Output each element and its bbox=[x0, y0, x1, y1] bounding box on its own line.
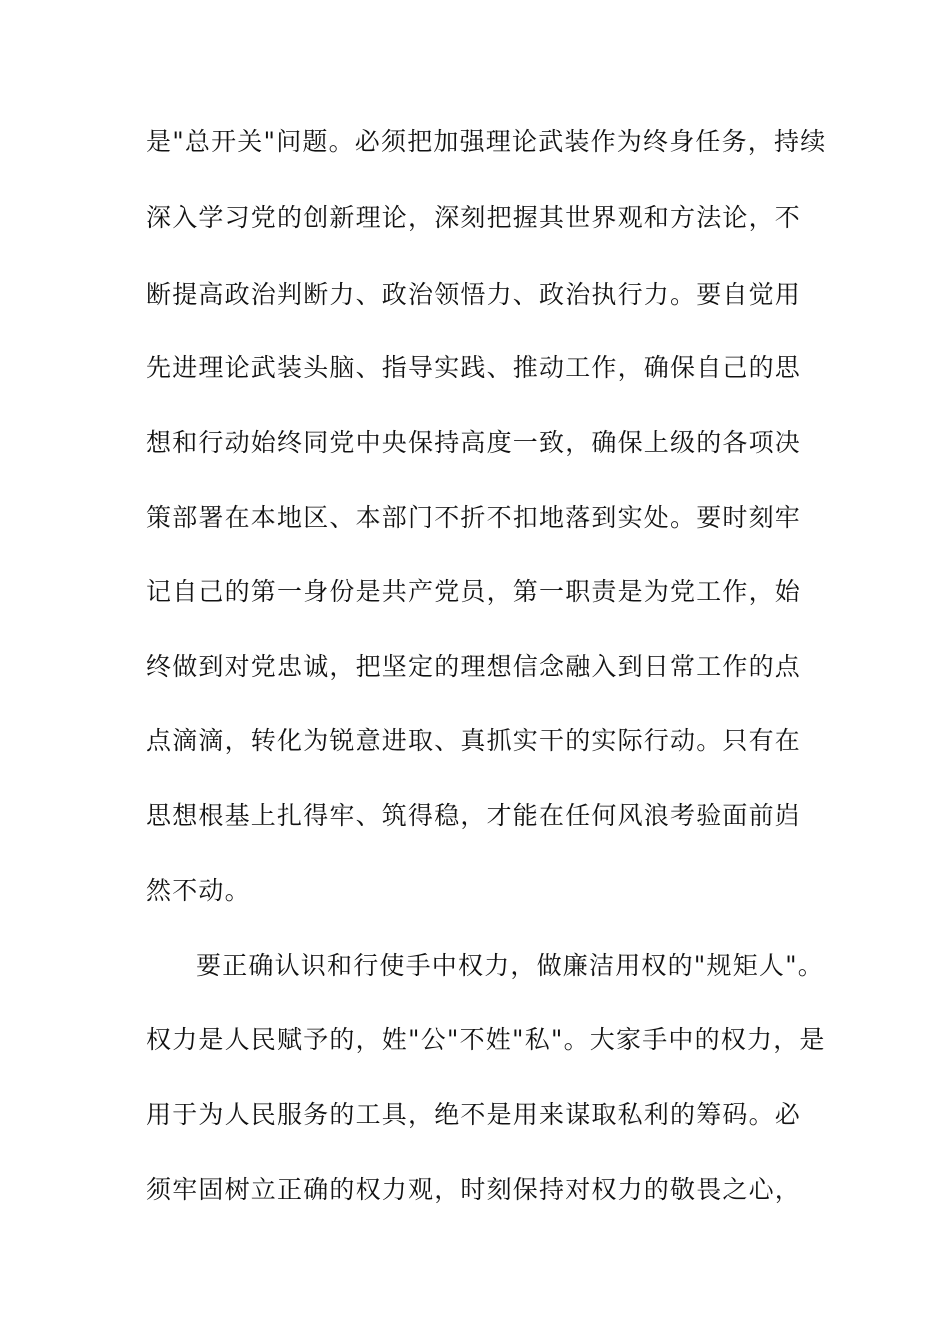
text-line: 思想根基上扎得牢、筑得稳，才能在任何风浪考验面前岿 bbox=[146, 801, 802, 830]
text-line: 深入学习党的创新理论，深刻把握其世界观和方法论，不 bbox=[146, 203, 802, 232]
text-line: 须牢固树立正确的权力观，时刻保持对权力的敬畏之心， bbox=[146, 1175, 802, 1204]
text-line: 终做到对党忠诚，把坚定的理想信念融入到日常工作的点 bbox=[146, 652, 802, 681]
text-line: 点滴滴，转化为锐意进取、真抓实干的实际行动。只有在 bbox=[146, 726, 802, 755]
text-line: 是"总开关"问题。必须把加强理论武装作为终身任务，持续 bbox=[146, 127, 827, 156]
text-line: 想和行动始终同党中央保持高度一致，确保上级的各项决 bbox=[146, 428, 802, 457]
text-line: 策部署在本地区、本部门不折不扣地落到实处。要时刻牢 bbox=[146, 503, 802, 532]
text-line: 权力是人民赋予的，姓"公"不姓"私"。大家手中的权力，是 bbox=[146, 1025, 826, 1054]
text-line: 然不动。 bbox=[146, 876, 251, 905]
text-line: 用于为人民服务的工具，绝不是用来谋取私利的筹码。必 bbox=[146, 1100, 802, 1129]
text-line: 先进理论武装头脑、指导实践、推动工作，确保自己的思 bbox=[146, 353, 802, 382]
text-line: 要正确认识和行使手中权力，做廉洁用权的"规矩人"。 bbox=[196, 951, 825, 980]
text-line: 记自己的第一身份是共产党员，第一职责是为党工作，始 bbox=[146, 577, 802, 606]
text-line: 断提高政治判断力、政治领悟力、政治执行力。要自觉用 bbox=[146, 280, 802, 309]
